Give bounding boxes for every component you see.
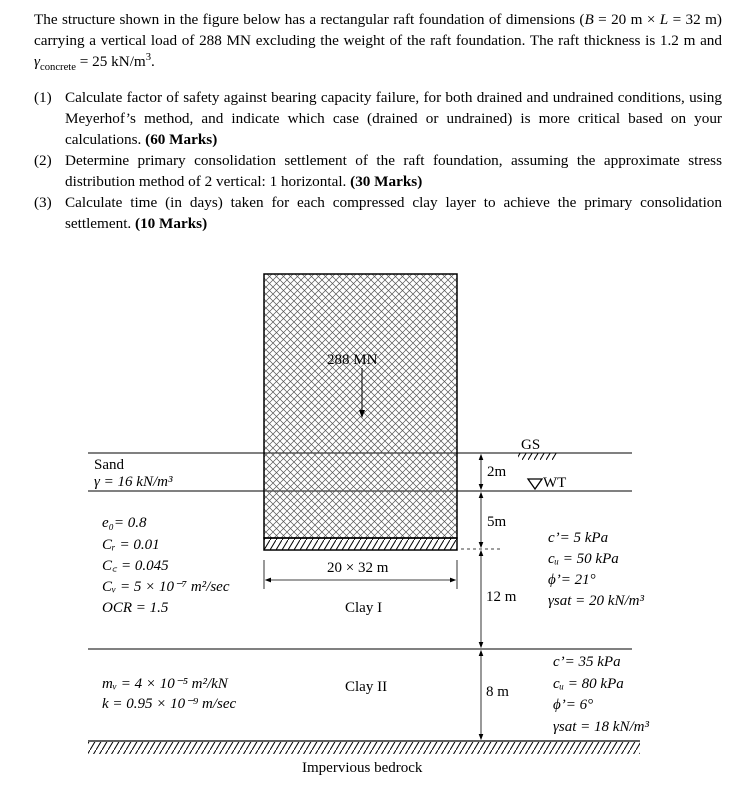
bedrock-label: Impervious bedrock (302, 760, 423, 776)
clay2-gamma: γsat = 18 kN/m³ (553, 719, 649, 735)
clay2-phi: ϕ’= 6° (553, 697, 594, 713)
clay2-cu: cᵤ = 80 kPa (553, 676, 624, 692)
clay2-c: c’= 35 kPa (553, 654, 621, 670)
ground-surface-hatch (518, 453, 558, 460)
water-table-label: WT (543, 475, 567, 491)
structure-building (264, 274, 457, 538)
question-2: (2) Determine primary consolidation settlement of the raft foundation, assuming the approximate stress distribution method of 2 vertical: 1 horizontal. (30 Marks) (34, 152, 722, 190)
clay1-cc: C꜀ = 0.045 (102, 558, 169, 574)
raft-size-label: 20 × 32 m (327, 560, 389, 576)
clay1-e0: e₀= 0.8 (102, 515, 147, 531)
clay1-cv: Cᵥ = 5 × 10⁻⁷ m²/sec (102, 579, 230, 595)
question-number: (1) (34, 89, 52, 106)
load-label: 288 MN (327, 352, 378, 368)
clay2-name: Clay II (345, 679, 388, 695)
question-1: (1) Calculate factor of safety against bearing capacity failure, for both drained and undrained conditions, using Meyerhof’s method, and indicate which case (drained or undrained) is more critical based on your calculations. (60 Marks) (34, 89, 722, 148)
question-marks: (10 Marks) (135, 215, 208, 232)
water-table-icon (528, 479, 542, 489)
clay1-gamma: γsat = 20 kN/m³ (548, 593, 644, 609)
sand-name: Sand (94, 457, 124, 473)
clay1-phi: ϕ’= 21° (548, 572, 596, 588)
problem-statement: The structure shown in the figure below has a rectangular raft foundation of dimensions (B = 20 m × L = 32 m) carrying a vertical load of 288 MN excluding the weight of the raft foundation. The raft thickness is 1.2 m and $\gamma_{concrete} = 25$ $kN/m^3$. (34, 11, 722, 74)
bedrock-hatch (88, 742, 640, 754)
clay1-name: Clay I (345, 600, 383, 616)
sand-gamma: γ = 16 kN/m³ (94, 474, 173, 490)
depth-12m-label: 12 m (486, 589, 517, 605)
raft-foundation (264, 538, 457, 550)
question-number: (3) (34, 194, 52, 211)
clay2-k: k = 0.95 × 10⁻⁹ m/sec (102, 696, 237, 712)
question-marks: (30 Marks) (350, 173, 423, 190)
clay1-ocr: OCR = 1.5 (102, 600, 169, 616)
depth-2m-label: 2m (487, 464, 507, 480)
question-number: (2) (34, 152, 52, 169)
soil-profile-diagram (0, 240, 749, 788)
clay1-c: c’= 5 kPa (548, 530, 609, 546)
depth-5m-label: 5m (487, 514, 507, 530)
clay1-cr: Cᵣ = 0.01 (102, 537, 160, 553)
ground-surface-label: GS (521, 437, 541, 453)
depth-8m-label: 8 m (486, 684, 509, 700)
clay1-cu: cᵤ = 50 kPa (548, 551, 619, 567)
clay2-mv: mᵥ = 4 × 10⁻⁵ m²/kN (102, 676, 228, 692)
question-3: (3) Calculate time (in days) taken for each compressed clay layer to achieve the primary consolidation settlement. (10 Marks) (34, 194, 722, 232)
question-marks: (60 Marks) (145, 131, 218, 148)
